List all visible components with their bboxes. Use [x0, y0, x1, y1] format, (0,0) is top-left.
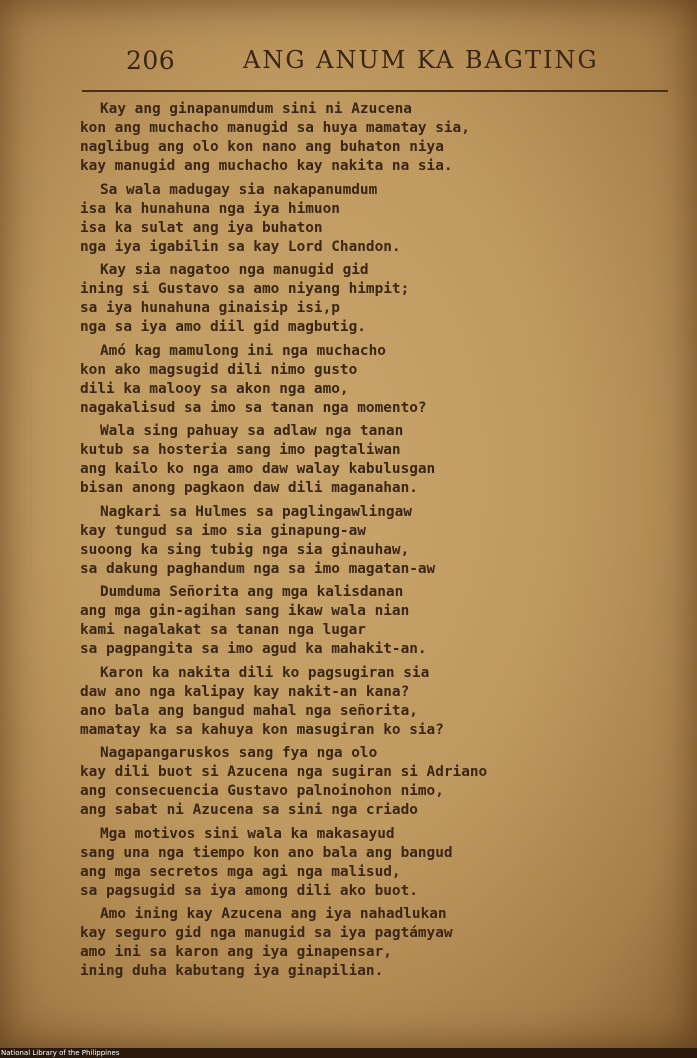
stanza: [80, 503, 640, 579]
poem-line: kay seguro gid nga manugid sa iya pagtámyaw: [80, 925, 453, 941]
stanza: [80, 342, 640, 418]
stanza: [80, 825, 640, 901]
stanza: [80, 100, 640, 176]
poem-line: ining si Gustavo sa amo niyang himpit;: [80, 281, 410, 297]
poem-line: bisan anong pagkaon daw dili maganahan.: [80, 480, 418, 496]
poem-line: Amo ining kay Azucena ang iya nahadlukan: [100, 906, 447, 922]
poem-line: Kay ang ginapanumdum sini ni Azucena: [100, 101, 412, 117]
poem-line: ang consecuencia Gustavo palnoinohon nimo,: [80, 783, 444, 799]
poem-line: Sa wala madugay sia nakapanumdum: [100, 181, 378, 198]
poem-line: ano bala ang bangud mahal nga señorita,: [80, 702, 418, 719]
poem-line: nga iya igabilin sa kay Lord Chandon.: [80, 238, 401, 255]
poem-line: ining duha kabutang iya ginapilian.: [80, 963, 384, 979]
poem-line: Nagapangaruskos sang fya nga olo: [100, 745, 378, 761]
poem-line: dili ka malooy sa akon nga amo,: [80, 380, 349, 397]
poem-line: kon ako magsugid dili nimo gusto: [80, 361, 358, 378]
stanza: [80, 261, 640, 337]
poem-line: naglibug ang olo kon nano ang buhaton niya: [80, 139, 444, 155]
poem-body: [80, 100, 640, 986]
stanza: [80, 905, 640, 981]
poem-line: Kay sia nagatoo nga manugid gid: [100, 262, 369, 278]
poem-line: daw ano nga kalipay kay nakit-an kana?: [80, 683, 410, 700]
poem-line: ang mga secretos mga agi nga malisud,: [80, 863, 401, 880]
poem-line: mamatay ka sa kahuya kon masugiran ko sia?: [80, 721, 444, 738]
stanza: [80, 422, 640, 498]
poem-line: nga sa iya amo diil gid magbutig.: [80, 319, 366, 335]
running-title: ANG ANUM KA BAGTING: [243, 46, 599, 74]
poem-line: kon ang muchacho manugid sa huya mamatay sia,: [80, 120, 470, 136]
poem-line: ang sabat ni Azucena sa sini nga criado: [80, 802, 418, 818]
poem-line: Amó kag mamulong ini nga muchacho: [100, 342, 386, 359]
poem-line: kay tungud sa imo sia ginapung-aw: [80, 522, 366, 539]
stanza: [80, 583, 640, 659]
poem-line: isa ka hunahuna nga iya himuon: [80, 200, 340, 217]
poem-line: nagakalisud sa imo sa tanan nga momento?: [80, 399, 427, 416]
poem-line: Nagkari sa Hulmes sa paglingawlingaw: [100, 503, 412, 520]
poem-line: sang una nga tiempo kon ano bala ang bangud: [80, 844, 453, 861]
poem-line: Wala sing pahuay sa adlaw nga tanan: [100, 423, 404, 439]
poem-line: kay manugid ang muchacho kay nakita na sia.: [80, 158, 453, 174]
poem-line: kay dili buot si Azucena nga sugiran si Adriano: [80, 764, 488, 780]
poem-line: kutub sa hosteria sang imo pagtaliwan: [80, 442, 401, 458]
page-header: [0, 44, 697, 84]
poem-line: sa dakung paghandum nga sa imo magatan-aw: [80, 560, 436, 577]
page-number: 206: [126, 46, 176, 75]
stanza: [80, 744, 640, 820]
poem-line: kami nagalakat sa tanan nga lugar: [80, 622, 366, 638]
poem-line: suoong ka sing tubig nga sia ginauhaw,: [80, 541, 410, 558]
poem-line: isa ka sulat ang iya buhaton: [80, 219, 323, 236]
poem-line: Karon ka nakita dili ko pagsugiran sia: [100, 664, 430, 681]
poem-line: amo ini sa karon ang iya ginapensar,: [80, 944, 392, 960]
poem-line: Mga motivos sini wala ka makasayud: [100, 825, 395, 842]
poem-line: sa iya hunahuna ginaisip isi,p: [80, 300, 340, 316]
poem-line: ang kailo ko nga amo daw walay kabulusgan: [80, 461, 436, 477]
poem-line: ang mga gin-agihan sang ikaw wala nian: [80, 603, 410, 619]
stanza: [80, 181, 640, 257]
stanza: [80, 664, 640, 740]
library-credit: National Library of the Philippines: [1, 1049, 120, 1057]
header-rule: [82, 90, 668, 92]
poem-line: Dumduma Señorita ang mga kalisdanan: [100, 584, 404, 600]
poem-line: sa pagpangita sa imo agud ka mahakit-an.: [80, 641, 427, 657]
poem-line: sa pagsugid sa iya among dili ako buot.: [80, 882, 418, 899]
